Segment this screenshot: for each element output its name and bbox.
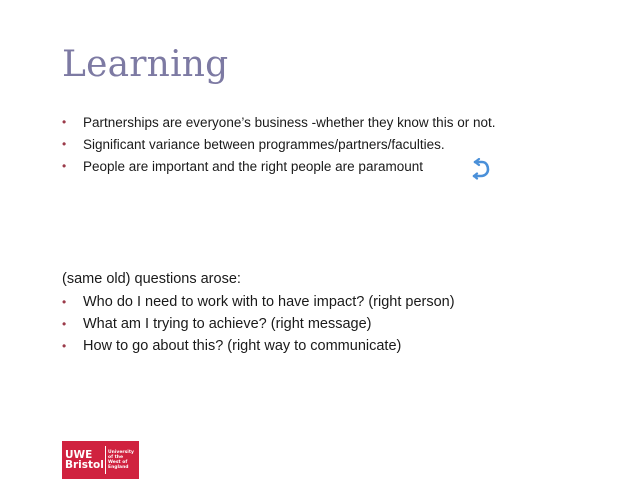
logo-subtext: University of the West of England bbox=[108, 450, 134, 470]
list-item: • Partnerships are everyone’s business -whether they know this or not. bbox=[62, 115, 496, 130]
list-item: • How to go about this? (right way to communicate) bbox=[62, 338, 402, 354]
bottom-bullet-list bbox=[62, 293, 522, 359]
bullet-icon: • bbox=[62, 137, 67, 151]
bullet-icon: • bbox=[62, 295, 67, 309]
list-item: • What am I trying to achieve? (right message) bbox=[62, 316, 372, 332]
bullet-icon: • bbox=[62, 159, 67, 173]
logo-wordmark: UWE Bristol bbox=[65, 449, 104, 471]
logo-divider bbox=[105, 446, 106, 474]
top-bullet-list bbox=[62, 114, 502, 180]
uwe-bristol-logo bbox=[62, 441, 139, 479]
bullet-icon: • bbox=[62, 115, 67, 129]
return-arrow-icon[interactable] bbox=[470, 158, 492, 180]
slide-title: Learning bbox=[62, 44, 229, 85]
list-item: • People are important and the right people are paramount bbox=[62, 159, 423, 174]
questions-subhead: (same old) questions arose: bbox=[62, 271, 241, 287]
bullet-icon: • bbox=[62, 339, 67, 353]
list-item: • Who do I need to work with to have impact? (right person) bbox=[62, 294, 455, 310]
list-item: • Significant variance between programmes/partners/faculties. bbox=[62, 137, 445, 152]
bullet-icon: • bbox=[62, 317, 67, 331]
